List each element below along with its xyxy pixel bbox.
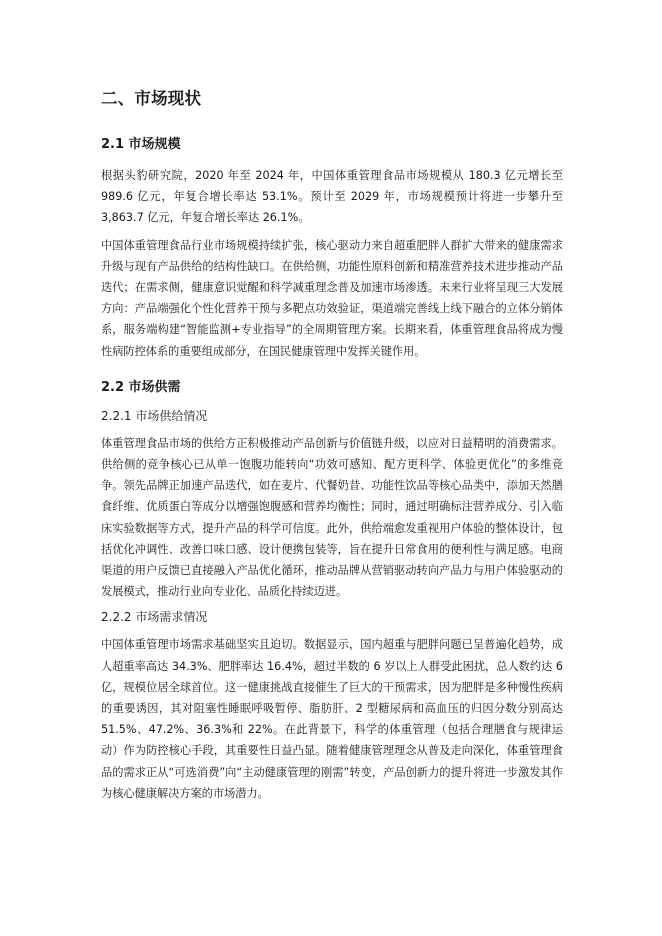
subheading-demand: 2.2.2 市场需求情况 [101,610,208,625]
subsection-heading-supply-demand: 2.2 市场供需 [101,379,181,395]
subheading-supply: 2.2.1 市场供给情况 [101,408,208,423]
document-body [101,88,563,804]
paragraph-market-size-figures: 根据头豹研究院，2020 年至 2024 年，中国体重管理食品市场规模从 180.3 亿元增长至 989.6 亿元，年复合增长率达 53.1%。预计至 2029 年，市场规模预计将进一步攀升至 3,863.7 亿元，年复合增长率达 26.1%。 [101,169,563,225]
section-title: 二、市场现状 [101,89,202,108]
paragraph-market-size-drivers: 中国体重管理食品行业市场规模持续扩张，核心驱动力来自超重肥胖人群扩大带来的健康需求升级与现有产品供给的结构性缺口。在供给侧，功能性原料创新和精准营养技术进步推动产品迭代；在需求侧，健康意识觉醒和科学减重理念普及加速市场渗透。未来行业将呈现三大发展方向：产品端强化个性化营养干预与多靶点功效验证，渠道端完善线上线下融合的立体分销体系，服务端构建“智能监测+专业指导”的全周期管理方案。长期来看，体重管理食品将成为慢性病防控体系的重要组成部分，在国民健康管理中发挥关键作用。 [101,238,563,358]
subsection-heading-market-size: 2.1 市场规模 [101,137,181,152]
paragraph-demand: 中国体重管理市场需求基础坚实且迫切。数据显示，国内超重与肥胖问题已呈普遍化趋势，成人超重率高达 34.3%、肥胖率达 16.4%，超过半数的 6 岁以上人群受此困扰，总人数约达 6 亿，规模位居全球首位。这一健康挑战直接催生了巨大的干预需求，因为肥胖是多种慢性疾病的重要诱因，其对阻塞性睡眠呼吸暂停、脂肪肝、2 型糖尿病和高血压的归因分数分别高达 51.5%、47.2%、36.3%和 22%。在此背景下，科学的体重管理（包括合理膳食与规律运动）作为防控核心手段，其重要性日益凸显。随着健康管理理念从普及走向深化，体重管理食品的需求正从“可选消费”向“主动健康管理的刚需”转变，产品创新力的提升将进一步激发其作为核心健康解决方案的市场潜力。 [101,638,563,800]
paragraph-supply: 体重管理食品市场的供给方正积极推动产品创新与价值链升级，以应对日益精明的消费需求。供给侧的竞争核心已从单一饱腹功能转向“功效可感知、配方更科学、体验更优化”的多维竞争。领先品牌正加速产品迭代，如在麦片、代餐奶昔、功能性饮品等核心品类中，添加天然膳食纤维、优质蛋白等成分以增强饱腹感和营养均衡性；同时，通过明确标注营养成分、引入临床实验数据等方式，提升产品的科学可信度。此外，供给端愈发重视用户体验的整体设计，包括优化冲调性、改善口味口感、设计便携包装等，旨在提升日常食用的便利性与满足感。电商渠道的用户反馈已直接融入产品优化循环，推动品牌从营销驱动转向产品力与用户体验驱动的发展模式，推动行业向专业化、品质化持续迈进。 [101,436,563,599]
